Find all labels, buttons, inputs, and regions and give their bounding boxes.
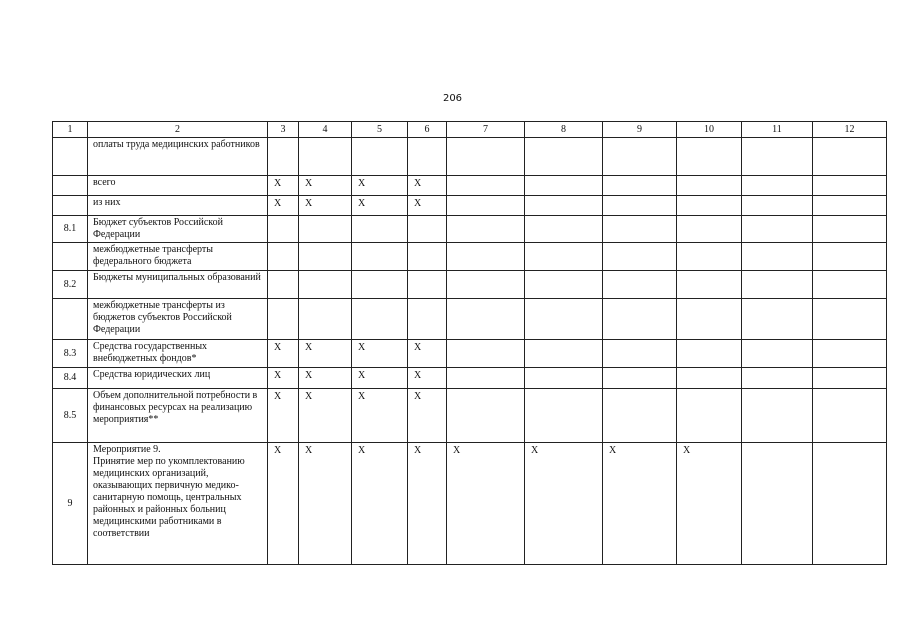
cell-mark: X <box>352 368 408 389</box>
cell-mark: X <box>299 443 352 565</box>
cell-mark <box>352 216 408 243</box>
cell-mark <box>408 216 447 243</box>
cell-mark <box>525 196 603 216</box>
empty-cell <box>742 340 813 368</box>
cell-mark: X <box>352 443 408 565</box>
cell-mark <box>603 243 677 271</box>
empty-cell <box>813 340 887 368</box>
cell-mark: X <box>408 443 447 565</box>
cell-mark <box>447 389 525 443</box>
cell-mark <box>525 271 603 299</box>
row-name: межбюджетные трансферты из бюджетов субъектов Российской Федерации <box>88 299 268 340</box>
table-row <box>53 216 887 243</box>
cell-mark <box>525 216 603 243</box>
cell-mark <box>408 271 447 299</box>
column-header: 10 <box>677 122 742 138</box>
cell-mark: X <box>268 196 299 216</box>
row-number <box>53 196 88 216</box>
cell-mark: X <box>299 389 352 443</box>
cell-mark <box>299 216 352 243</box>
cell-mark <box>603 176 677 196</box>
row-name: Средства юридических лиц <box>88 368 268 389</box>
empty-cell <box>813 389 887 443</box>
cell-mark <box>447 299 525 340</box>
cell-mark: X <box>352 176 408 196</box>
cell-mark: X <box>677 443 742 565</box>
empty-cell <box>813 138 887 176</box>
cell-mark: X <box>268 340 299 368</box>
cell-mark <box>447 243 525 271</box>
cell-mark: X <box>299 368 352 389</box>
row-name: всего <box>88 176 268 196</box>
empty-cell <box>742 138 813 176</box>
table-row <box>53 389 887 443</box>
row-number: 8.4 <box>53 368 88 389</box>
cell-mark <box>525 138 603 176</box>
table-row <box>53 243 887 271</box>
empty-cell <box>742 196 813 216</box>
table-row <box>53 443 887 565</box>
cell-mark <box>408 299 447 340</box>
cell-mark: X <box>408 368 447 389</box>
cell-mark <box>677 299 742 340</box>
cell-mark: X <box>408 340 447 368</box>
cell-mark <box>268 271 299 299</box>
cell-mark <box>677 176 742 196</box>
cell-mark <box>447 368 525 389</box>
row-number <box>53 138 88 176</box>
cell-mark <box>525 299 603 340</box>
cell-mark <box>603 340 677 368</box>
empty-cell <box>742 443 813 565</box>
cell-mark: X <box>352 389 408 443</box>
cell-mark <box>299 299 352 340</box>
cell-mark <box>447 176 525 196</box>
cell-mark <box>603 368 677 389</box>
cell-mark <box>447 271 525 299</box>
cell-mark: X <box>268 389 299 443</box>
empty-cell <box>813 176 887 196</box>
cell-mark <box>447 196 525 216</box>
column-header: 8 <box>525 122 603 138</box>
cell-mark <box>677 368 742 389</box>
empty-cell <box>742 176 813 196</box>
cell-mark <box>268 243 299 271</box>
cell-mark <box>352 271 408 299</box>
cell-mark <box>408 138 447 176</box>
cell-mark: X <box>408 196 447 216</box>
cell-mark <box>299 271 352 299</box>
cell-mark <box>677 138 742 176</box>
cell-mark <box>677 216 742 243</box>
row-name: Объем дополнительной потребности в финансовых ресурсах на реализацию мероприятия** <box>88 389 268 443</box>
cell-mark <box>447 340 525 368</box>
cell-mark: X <box>525 443 603 565</box>
cell-mark: X <box>299 196 352 216</box>
row-name: межбюджетные трансферты федерального бюджета <box>88 243 268 271</box>
row-name: Бюджет субъектов Российской Федерации <box>88 216 268 243</box>
cell-mark: X <box>408 389 447 443</box>
row-number: 8.3 <box>53 340 88 368</box>
column-header: 3 <box>268 122 299 138</box>
empty-cell <box>813 243 887 271</box>
cell-mark <box>525 389 603 443</box>
cell-mark <box>268 216 299 243</box>
empty-cell <box>742 368 813 389</box>
cell-mark: X <box>268 443 299 565</box>
cell-mark <box>352 299 408 340</box>
cell-mark <box>352 138 408 176</box>
cell-mark <box>525 176 603 196</box>
cell-mark <box>352 243 408 271</box>
cell-mark <box>525 368 603 389</box>
row-number: 8.1 <box>53 216 88 243</box>
cell-mark <box>408 243 447 271</box>
empty-cell <box>813 299 887 340</box>
empty-cell <box>742 243 813 271</box>
row-number: 8.2 <box>53 271 88 299</box>
row-name: из них <box>88 196 268 216</box>
empty-cell <box>742 216 813 243</box>
empty-cell <box>742 389 813 443</box>
table-row <box>53 340 887 368</box>
budget-table <box>52 121 887 565</box>
cell-mark <box>299 138 352 176</box>
empty-cell <box>813 368 887 389</box>
cell-mark <box>525 243 603 271</box>
empty-cell <box>813 196 887 216</box>
empty-cell <box>813 443 887 565</box>
table-row <box>53 299 887 340</box>
row-name: Мероприятие 9. Принятие мер по укомплектованию медицинских организаций, оказывающих первичную медико-санитарную помощь, центральных районных и районных больниц медицинскими работниками в соответствии <box>88 443 268 565</box>
cell-mark: X <box>352 340 408 368</box>
cell-mark <box>268 299 299 340</box>
column-header: 11 <box>742 122 813 138</box>
cell-mark <box>603 138 677 176</box>
column-header: 12 <box>813 122 887 138</box>
table-row <box>53 271 887 299</box>
cell-mark: X <box>603 443 677 565</box>
cell-mark <box>677 271 742 299</box>
empty-cell <box>813 216 887 243</box>
cell-mark <box>677 196 742 216</box>
empty-cell <box>813 271 887 299</box>
cell-mark <box>447 216 525 243</box>
row-name: Средства государственных внебюджетных фондов* <box>88 340 268 368</box>
column-header: 2 <box>88 122 268 138</box>
cell-mark <box>447 138 525 176</box>
table-row <box>53 176 887 196</box>
row-number: 9 <box>53 443 88 565</box>
cell-mark: X <box>268 176 299 196</box>
cell-mark: X <box>447 443 525 565</box>
cell-mark <box>603 271 677 299</box>
cell-mark: X <box>299 340 352 368</box>
column-header: 1 <box>53 122 88 138</box>
cell-mark: X <box>352 196 408 216</box>
row-number <box>53 176 88 196</box>
empty-cell <box>742 299 813 340</box>
table-row <box>53 196 887 216</box>
cell-mark: X <box>268 368 299 389</box>
cell-mark: X <box>408 176 447 196</box>
empty-cell <box>742 271 813 299</box>
row-number <box>53 243 88 271</box>
page-number: 206 <box>442 93 463 104</box>
column-header: 6 <box>408 122 447 138</box>
row-number <box>53 299 88 340</box>
column-header: 7 <box>447 122 525 138</box>
table-row <box>53 138 887 176</box>
header-row <box>53 122 887 138</box>
cell-mark <box>603 299 677 340</box>
cell-mark: X <box>299 176 352 196</box>
table-row <box>53 368 887 389</box>
cell-mark <box>677 389 742 443</box>
cell-mark <box>677 340 742 368</box>
column-header: 4 <box>299 122 352 138</box>
cell-mark <box>268 138 299 176</box>
row-number: 8.5 <box>53 389 88 443</box>
column-header: 9 <box>603 122 677 138</box>
cell-mark <box>603 196 677 216</box>
cell-mark <box>525 340 603 368</box>
row-name: оплаты труда медицинских работников <box>88 138 268 176</box>
cell-mark <box>603 216 677 243</box>
row-name: Бюджеты муниципальных образований <box>88 271 268 299</box>
cell-mark <box>299 243 352 271</box>
column-header: 5 <box>352 122 408 138</box>
cell-mark <box>603 389 677 443</box>
cell-mark <box>677 243 742 271</box>
